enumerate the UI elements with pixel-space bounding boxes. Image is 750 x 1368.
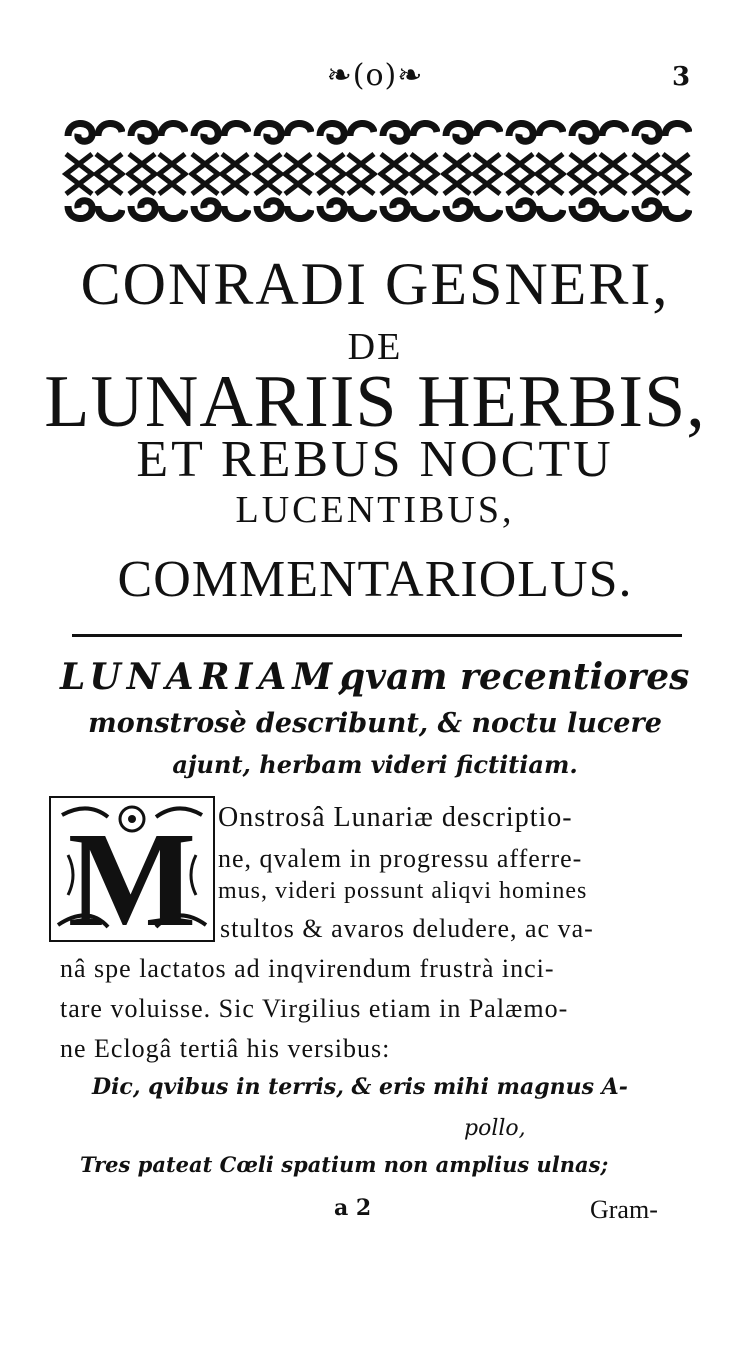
page-number: 3 bbox=[672, 62, 691, 92]
body-line-4: stultos & avaros deludere, ac va- bbox=[220, 914, 594, 943]
horizontal-rule bbox=[72, 634, 682, 637]
summary-qvam: qvam recentiores bbox=[340, 656, 690, 698]
summary-line-2: monstrosè describunt, & noctu lucere bbox=[88, 708, 662, 739]
title-main: LUNARIIS HERBIS, bbox=[44, 361, 706, 443]
body-line-5: nâ spe lactatos ad inqvirendum frustrà inci- bbox=[60, 954, 555, 983]
verse-line-1-cont: pollo, bbox=[464, 1116, 526, 1141]
body-line-3: mus, videri possunt aliqvi homines bbox=[218, 878, 588, 904]
signature-mark: a 2 bbox=[334, 1195, 372, 1221]
ornamental-band bbox=[62, 114, 692, 228]
catchword: Gram- bbox=[590, 1195, 658, 1224]
title-author: CONRADI GESNERI, bbox=[80, 251, 670, 317]
body-line-1: Onstrosâ Lunariæ descriptio- bbox=[218, 802, 573, 833]
summary-line-3: ajunt, herbam videri fictitiam. bbox=[172, 750, 578, 779]
title-subtitle-2: LUCENTIBUS, bbox=[235, 489, 515, 531]
header-ornament: ❧(o)❧ bbox=[326, 58, 424, 93]
body-line-7: ne Eclogâ tertiâ his versibus: bbox=[60, 1034, 391, 1063]
dropcap-initial bbox=[48, 795, 216, 943]
verse-line-2: Tres pateat Cœli spatium non amplius ulnas; bbox=[80, 1152, 609, 1177]
body-line-6: tare voluisse. Sic Virgilius etiam in Palæmo- bbox=[60, 994, 569, 1023]
title-subtitle-3: COMMENTARIOLUS. bbox=[117, 551, 633, 608]
title-de: DE bbox=[347, 326, 403, 368]
dropcap-letter: M bbox=[67, 805, 197, 943]
body-line-2: ne, qvalem in progressu afferre- bbox=[218, 844, 583, 873]
summary-lunariam: LUNARIAM, bbox=[60, 656, 357, 698]
title-subtitle-1: ET REBUS NOCTU bbox=[136, 431, 614, 488]
verse-line-1: Dic, qvibus in terris, & eris mihi magnus A- bbox=[92, 1074, 628, 1100]
summary-line-1 bbox=[60, 656, 690, 698]
dropcap-flower-icon bbox=[48, 795, 216, 943]
